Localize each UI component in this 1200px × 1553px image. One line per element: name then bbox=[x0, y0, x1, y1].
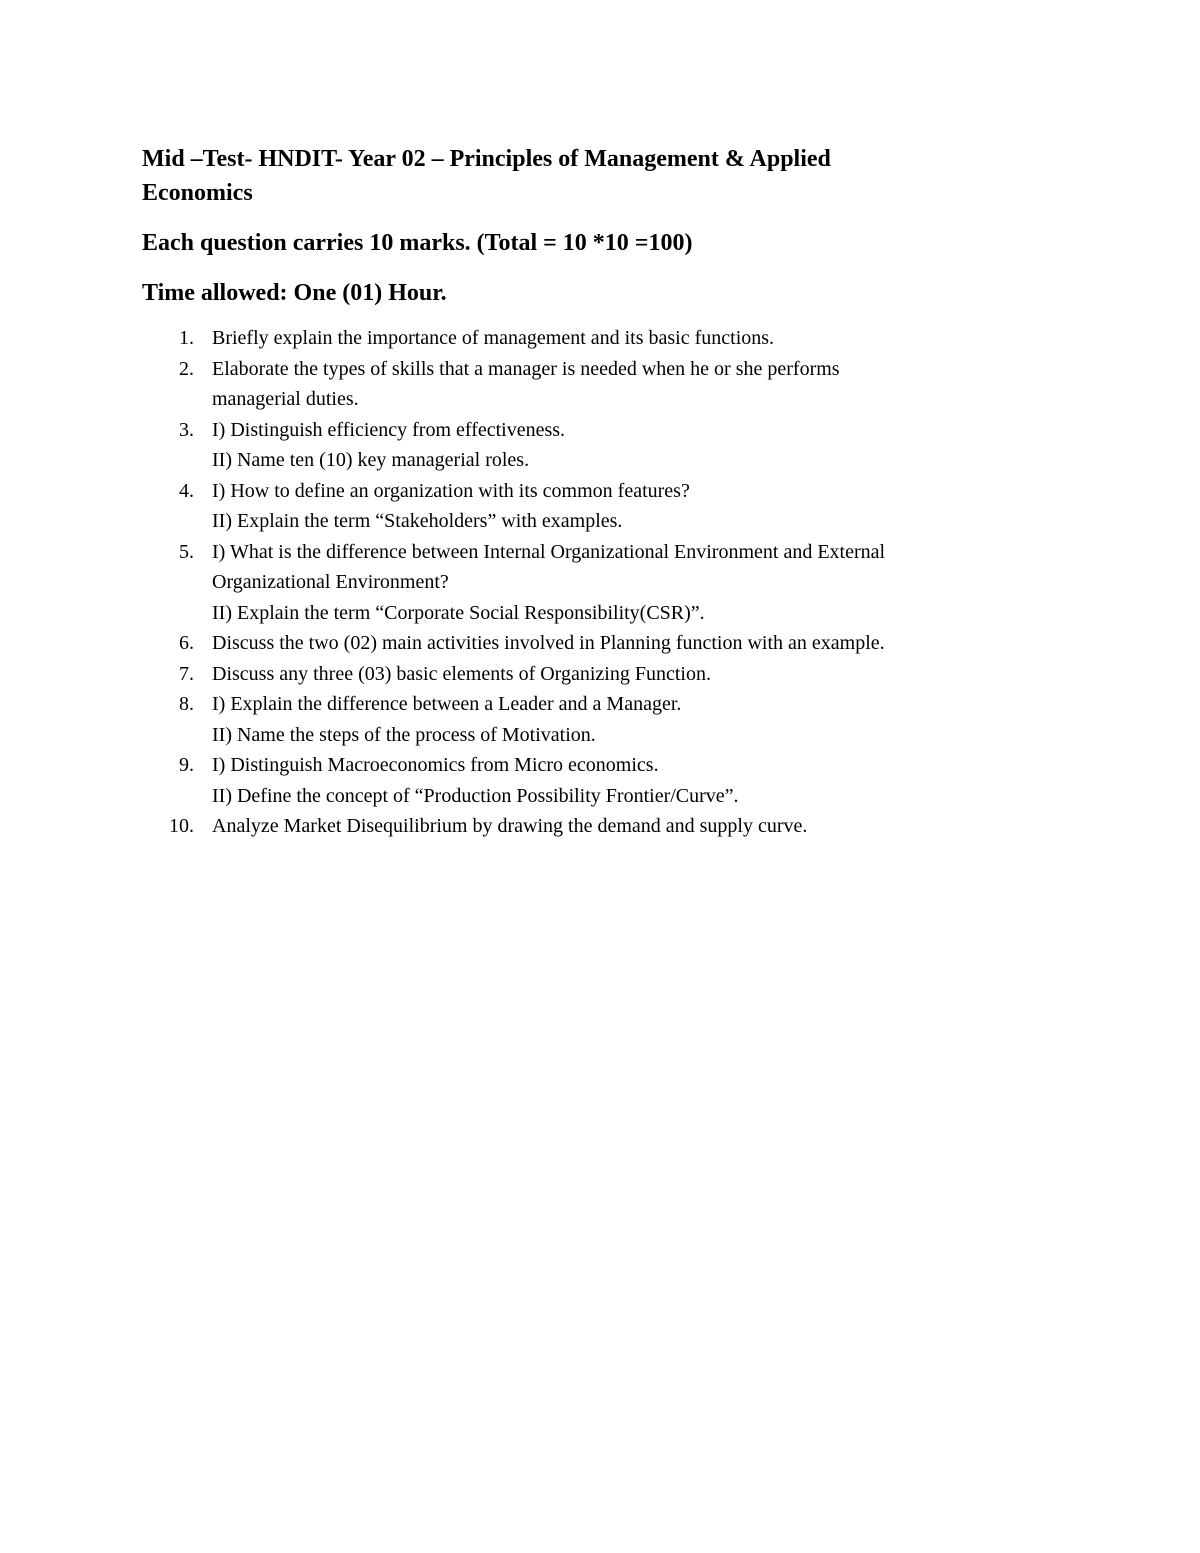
question-text-line: I) Explain the difference between a Leader and a Manager. bbox=[212, 693, 682, 715]
question-text-line: Discuss the two (02) main activities involved in Planning function with an example. bbox=[212, 632, 885, 654]
question-number: 10. bbox=[169, 815, 194, 837]
question-item bbox=[142, 628, 1042, 659]
question-text-line: I) How to define an organization with its common features? bbox=[212, 479, 690, 502]
question-number: 6. bbox=[179, 632, 194, 654]
question-item bbox=[142, 415, 1042, 476]
question-text-line: Briefly explain the importance of management and its basic functions. bbox=[212, 327, 775, 349]
question-text-line: managerial duties. bbox=[212, 388, 359, 410]
question-text-line: Discuss any three (03) basic elements of Organizing Function. bbox=[212, 662, 711, 685]
question-number: 2. bbox=[179, 357, 194, 380]
question-number: 5. bbox=[179, 540, 194, 563]
question-item bbox=[142, 689, 1042, 750]
title-line-1: Mid –Test- HNDIT- Year 02 – Principles of Management & Applied bbox=[142, 146, 831, 172]
question-number: 3. bbox=[179, 418, 194, 441]
question-text-line: I) Distinguish Macroeconomics from Micro economics. bbox=[212, 754, 659, 776]
title-line-2: Economics bbox=[142, 180, 253, 206]
question-item bbox=[142, 476, 1042, 537]
question-item bbox=[142, 354, 1042, 415]
question-number: 9. bbox=[179, 754, 194, 776]
time-allowed: Time allowed: One (01) Hour. bbox=[142, 280, 447, 306]
question-text-line: II) Define the concept of “Production Possibility Frontier/Curve”. bbox=[212, 784, 739, 807]
question-text-line: I) What is the difference between Internal Organizational Environment and External bbox=[212, 540, 886, 563]
question-number: 4. bbox=[179, 479, 194, 502]
question-text-line: Organizational Environment? bbox=[212, 571, 449, 593]
question-number: 8. bbox=[179, 693, 194, 715]
question-item bbox=[142, 537, 1042, 629]
question-list bbox=[142, 323, 1042, 842]
page-title bbox=[142, 142, 1042, 210]
question-item bbox=[142, 811, 1042, 842]
question-text-line: II) Name ten (10) key managerial roles. bbox=[212, 449, 530, 471]
question-text-line: Elaborate the types of skills that a manager is needed when he or she performs bbox=[212, 357, 840, 380]
question-text-line: II) Explain the term “Stakeholders” with examples. bbox=[212, 510, 623, 532]
question-item bbox=[142, 750, 1042, 811]
question-text-line: Analyze Market Disequilibrium by drawing the demand and supply curve. bbox=[212, 815, 808, 837]
question-text-line: II) Name the steps of the process of Motivation. bbox=[212, 723, 596, 746]
marks-statement: Each question carries 10 marks. (Total = 10 *10 =100) bbox=[142, 230, 693, 256]
question-item bbox=[142, 323, 1042, 354]
question-text-line: I) Distinguish efficiency from effectiveness. bbox=[212, 418, 566, 441]
question-number: 7. bbox=[179, 662, 194, 685]
question-number: 1. bbox=[179, 327, 194, 349]
question-item bbox=[142, 659, 1042, 690]
question-text-line: II) Explain the term “Corporate Social Responsibility(CSR)”. bbox=[212, 601, 705, 624]
